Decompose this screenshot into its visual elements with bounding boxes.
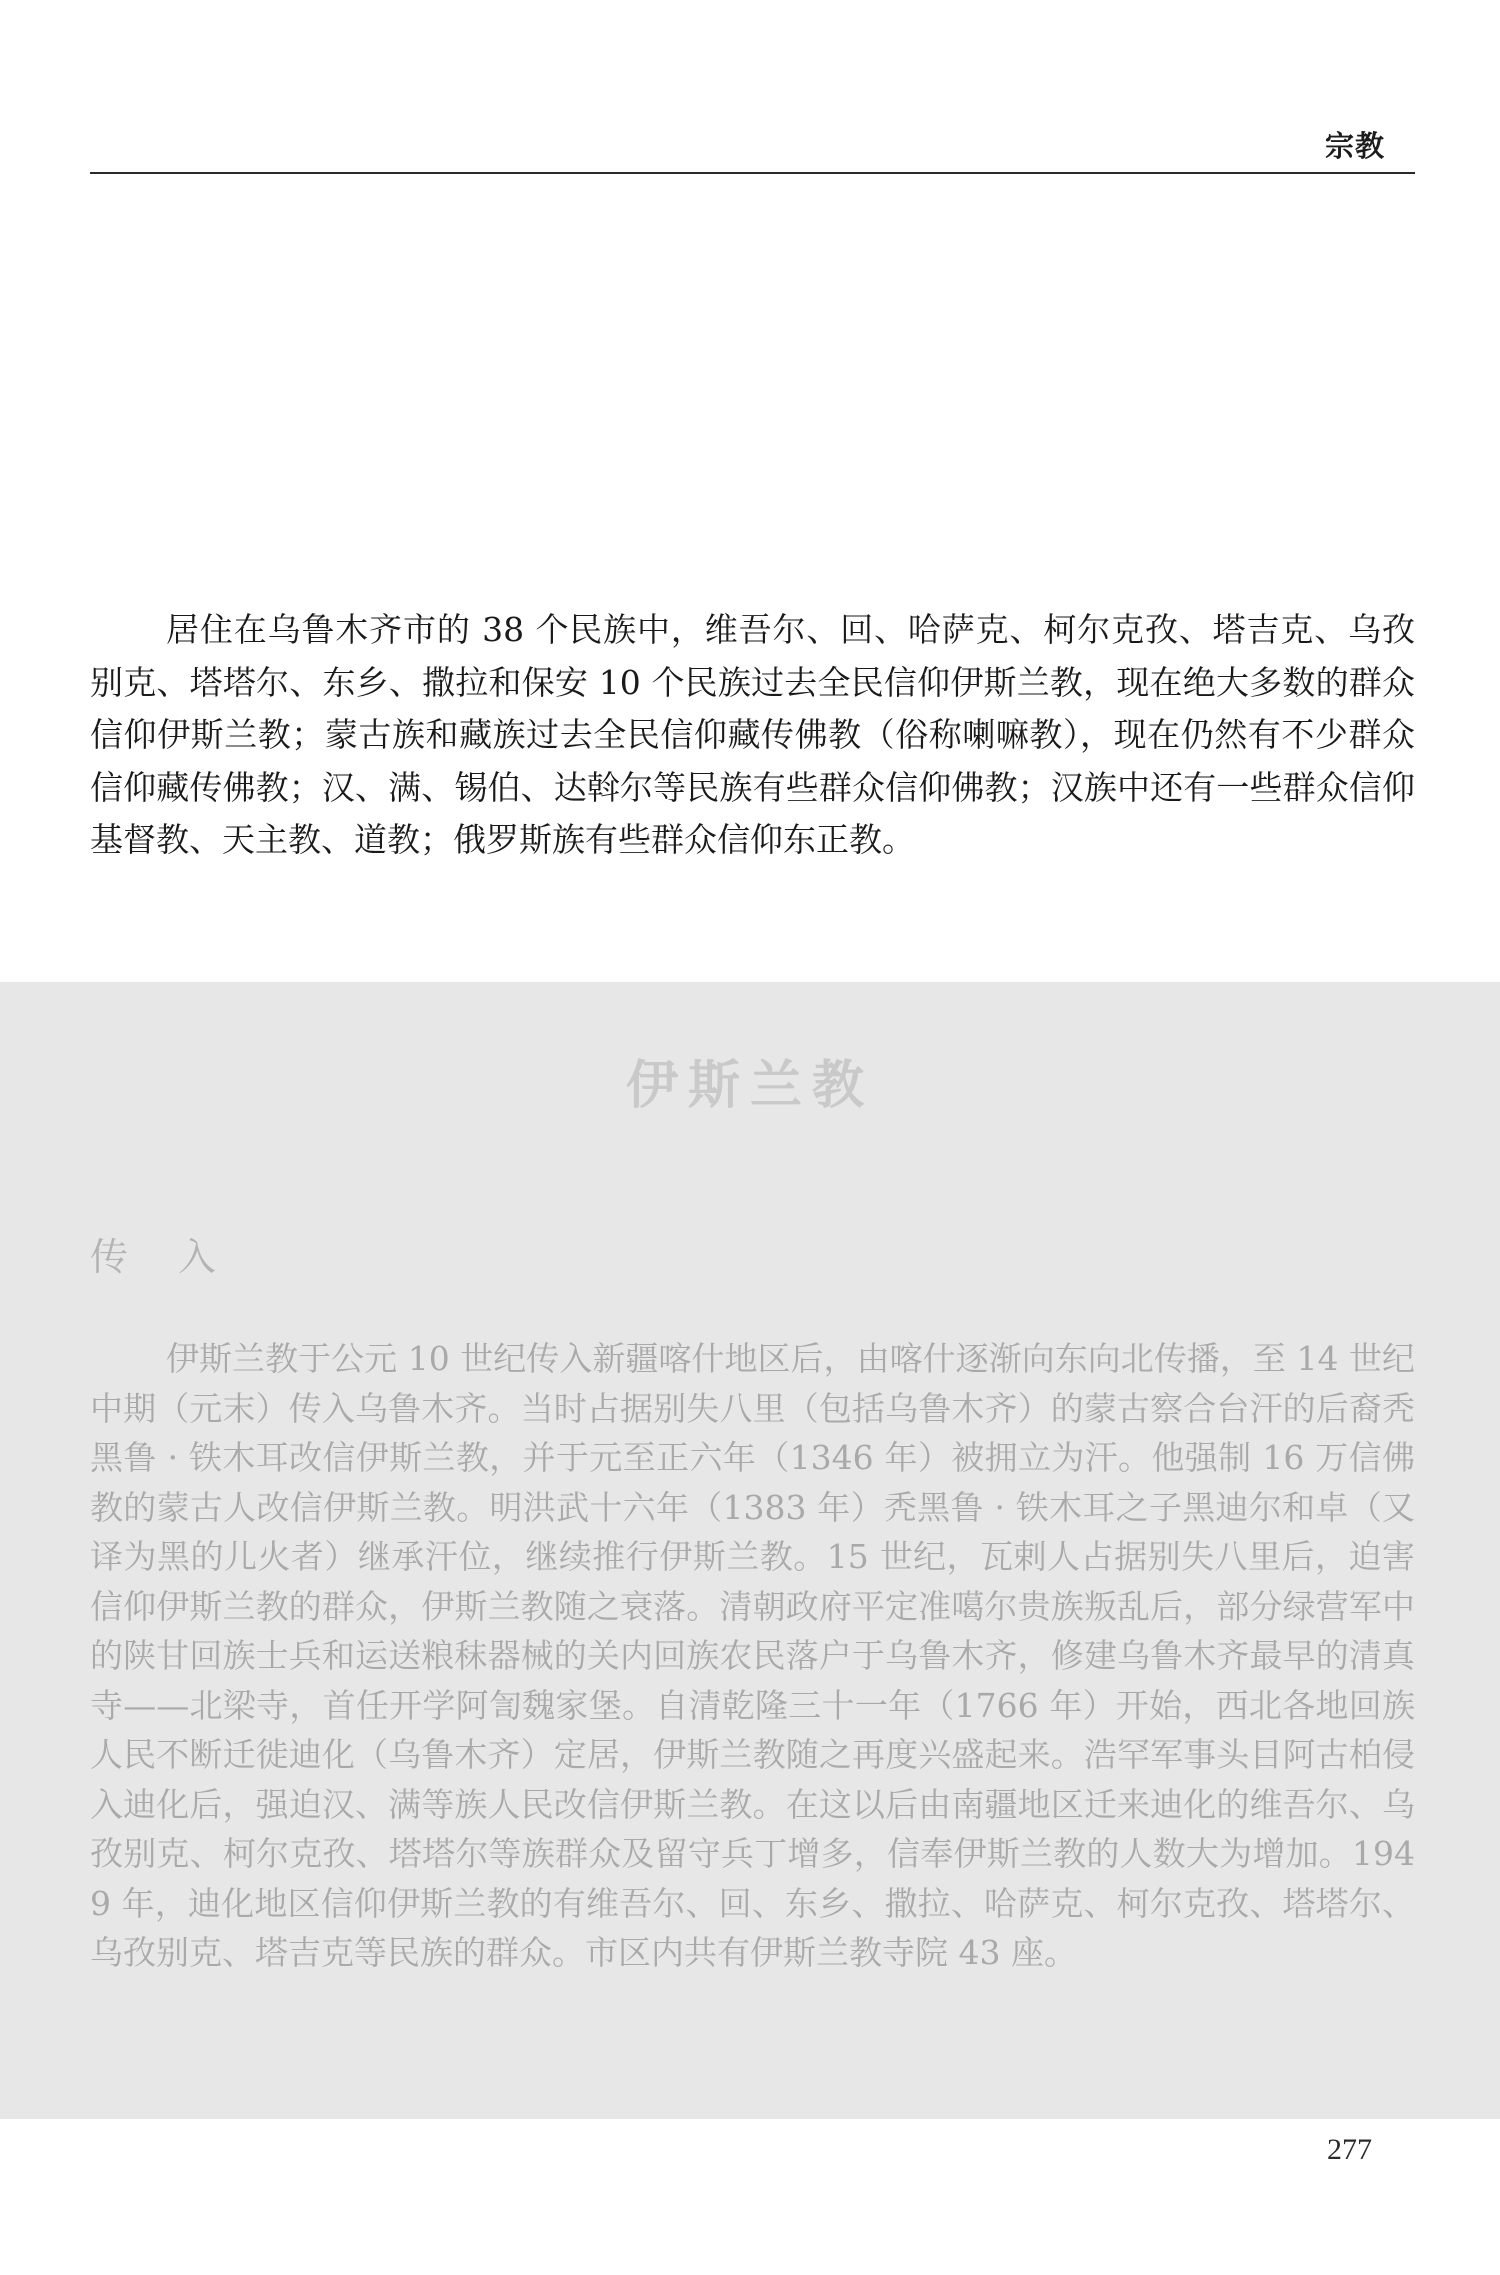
running-head-title: 宗教 [1324, 129, 1385, 163]
section-body-paragraph: 伊斯兰教于公元 10 世纪传入新疆喀什地区后，由喀什逐渐向东向北传播，至 14 世纪中期（元末）传入乌鲁木齐。当时占据别失八里（包括乌鲁木齐）的蒙古察合台汗的后裔秃黑鲁 · 铁木耳改信伊斯兰教，并于元至正六年（1346 年）被拥立为汗。他强制 16 万信佛教的蒙古人改信伊斯兰教。明洪武十六年（1383 年）秃黑鲁 · 铁木耳之子黑迪尔和卓（又译为黑的儿火者）继承汗位，继续推行伊斯兰教。15 世纪，瓦剌人占据别失八里后，迫害信仰伊斯兰教的群众，伊斯兰教随之衰落。清朝政府平定准噶尔贵族叛乱后，部分绿营军中的陕甘回族士兵和运送粮秣器械的关内回族农民落户于乌鲁木齐，修建乌鲁木齐最早的清真寺——北梁寺，首任开学阿訇魏家堡。自清乾隆三十一年（1766 年）开始，西北各地回族人民不断迁徙迪化（乌鲁木齐）定居，伊斯兰教随之再度兴盛起来。浩罕军事头目阿古柏侵入迪化后，强迫汉、满等族人民改信伊斯兰教。在这以后由南疆地区迁来迪化的维吾尔、乌孜别克、柯尔克孜、塔塔尔等族群众及留守兵丁增多，信奉伊斯兰教的人数大为增加。1949 年，迪化地区信仰伊斯兰教的有维吾尔、回、东乡、撒拉、哈萨克、柯尔克孜、塔塔尔、乌孜别克、塔吉克等民族的群众。市区内共有伊斯兰教寺院 43 座。 [90, 1339, 1415, 1972]
intro-paragraph: 居住在乌鲁木齐市的 38 个民族中，维吾尔、回、哈萨克、柯尔克孜、塔吉克、乌孜别克、塔塔尔、东乡、撒拉和保安 10 个民族过去全民信仰伊斯兰教，现在绝大多数的群众信仰伊斯兰教；蒙古族和藏族过去全民信仰藏传佛教（俗称喇嘛教），现在仍然有不少群众信仰藏传佛教；汉、满、锡伯、达斡尔等民族有些群众信仰佛教；汉族中还有一些群众信仰基督教、天主教、道教；俄罗斯族有些群众信仰东正教。 [90, 610, 1415, 859]
subsection-title: 传入 [90, 1235, 267, 1279]
page-number: 277 [1327, 2133, 1372, 2166]
running-head [90, 116, 1415, 174]
section-title: 伊斯兰教 [625, 1056, 874, 1116]
